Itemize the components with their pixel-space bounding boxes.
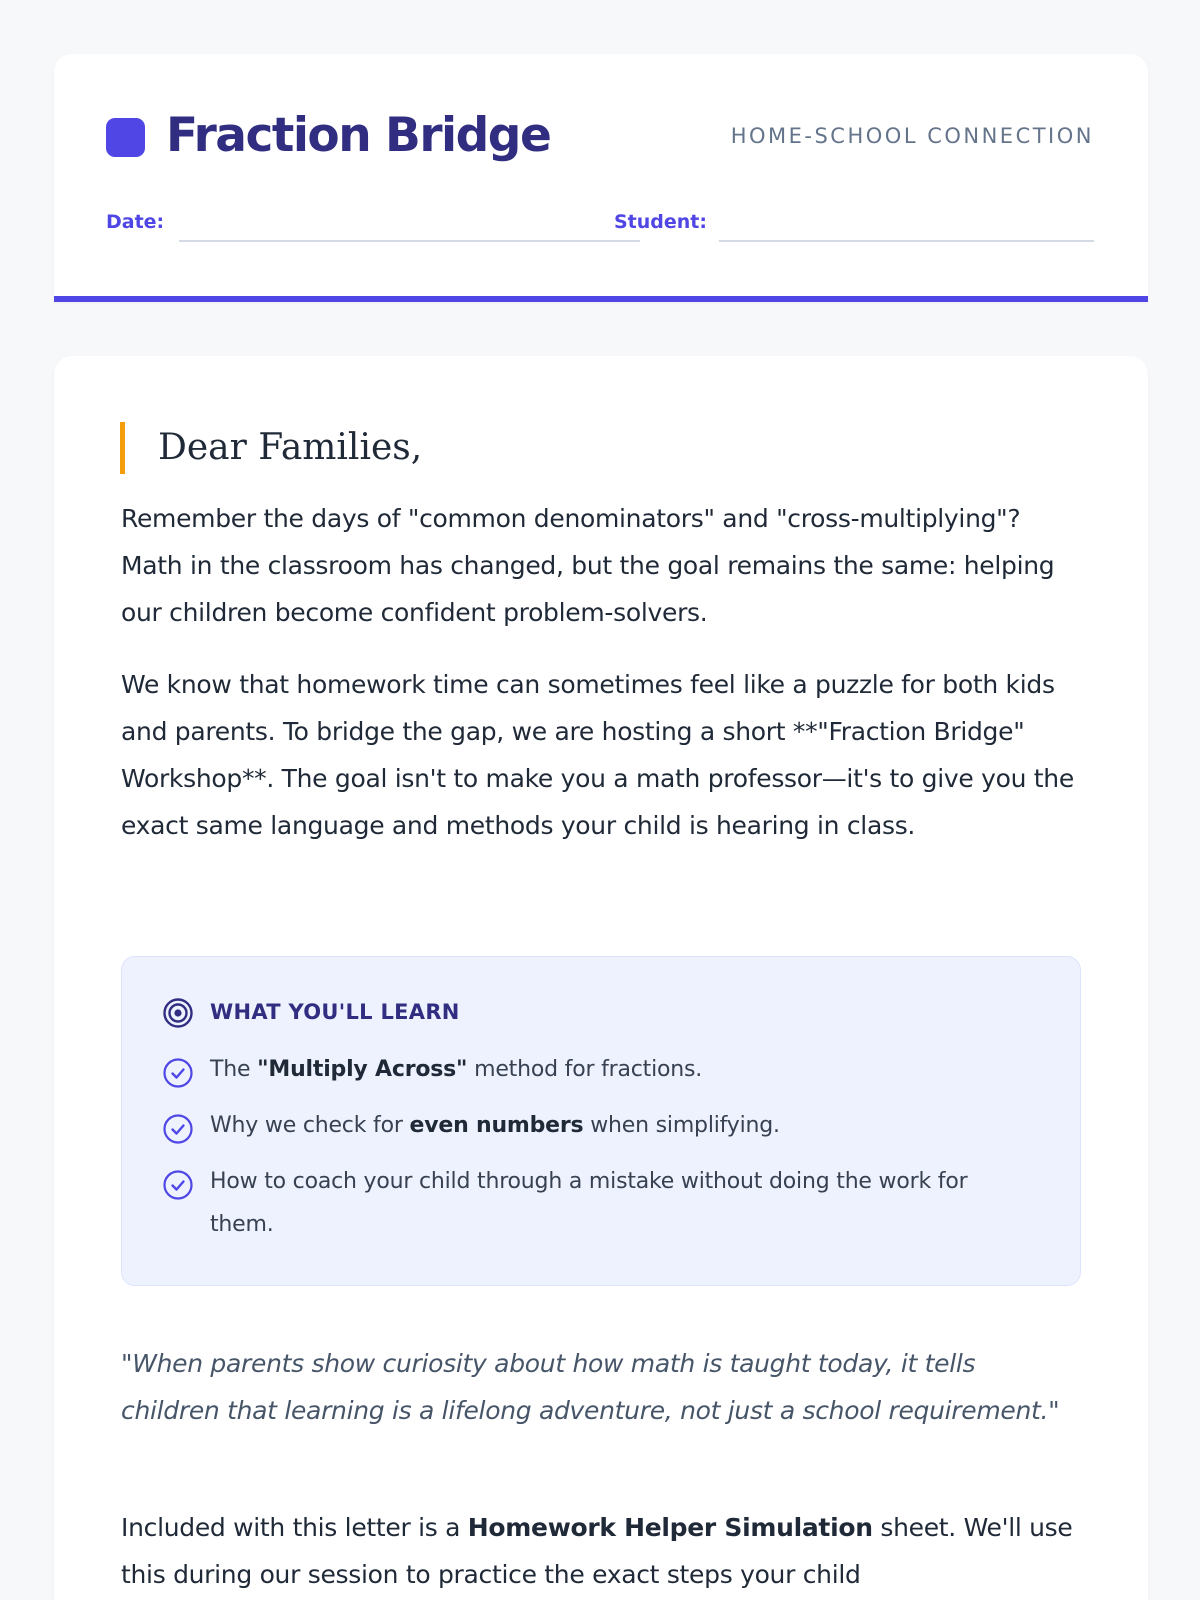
page-title: Fraction Bridge bbox=[166, 108, 551, 163]
learn-item-text: method for fractions. bbox=[467, 1057, 703, 1082]
check-circle-icon bbox=[162, 1169, 194, 1201]
learn-item bbox=[210, 1160, 1030, 1246]
paragraph-text: Included with this letter is a bbox=[121, 1513, 468, 1542]
paragraph-emphasis: Homework Helper Simulation bbox=[467, 1513, 873, 1542]
paragraph-included bbox=[121, 1504, 1081, 1598]
target-icon bbox=[162, 997, 194, 1029]
date-field[interactable] bbox=[179, 240, 640, 242]
learn-item-text: Why we check for bbox=[210, 1113, 410, 1138]
letter-card bbox=[54, 356, 1148, 1600]
paragraph-workshop: We know that homework time can sometimes feel like a puzzle for both kids and parents. To bridge the gap, we are hosting a short **"Fraction Bridge" Workshop**. The goal isn't to make you a math professor—it's to give you the exact same language and methods your child is hearing in class. bbox=[121, 670, 1074, 840]
learn-box bbox=[121, 956, 1081, 1286]
salutation: Dear Families, bbox=[120, 422, 422, 474]
learn-item bbox=[210, 1104, 1030, 1147]
student-field[interactable] bbox=[719, 240, 1094, 242]
learn-heading: WHAT YOU'LL LEARN bbox=[210, 1000, 460, 1024]
check-circle-icon bbox=[162, 1057, 194, 1089]
paragraph-intro: Remember the days of "common denominators" and "cross-multiplying"? Math in the classroom has changed, but the goal remains the same: helping our children become confident problem-solvers. bbox=[121, 504, 1055, 627]
learn-item-emphasis: "Multiply Across" bbox=[257, 1057, 468, 1082]
pull-quote: "When parents show curiosity about how math is taught today, it tells children that learning is a lifelong adventure, not just a school requirement." bbox=[121, 1349, 1060, 1425]
learn-item-text: How to coach your child through a mistake without doing the work for them. bbox=[210, 1169, 968, 1237]
learn-item bbox=[210, 1048, 1030, 1091]
check-circle-icon bbox=[162, 1113, 194, 1145]
brand-square-icon bbox=[106, 118, 145, 157]
learn-item-emphasis: even numbers bbox=[409, 1113, 584, 1138]
date-label: Date: bbox=[106, 211, 165, 233]
learn-item-text: The bbox=[210, 1057, 258, 1082]
paragraph-text: sheet. We'll use this during our session to practice the exact steps your child bbox=[121, 1513, 1073, 1589]
header-card bbox=[54, 54, 1148, 302]
tagline: HOME-SCHOOL CONNECTION bbox=[730, 124, 1094, 148]
learn-item-text: when simplifying. bbox=[583, 1113, 780, 1138]
student-label: Student: bbox=[614, 211, 707, 233]
